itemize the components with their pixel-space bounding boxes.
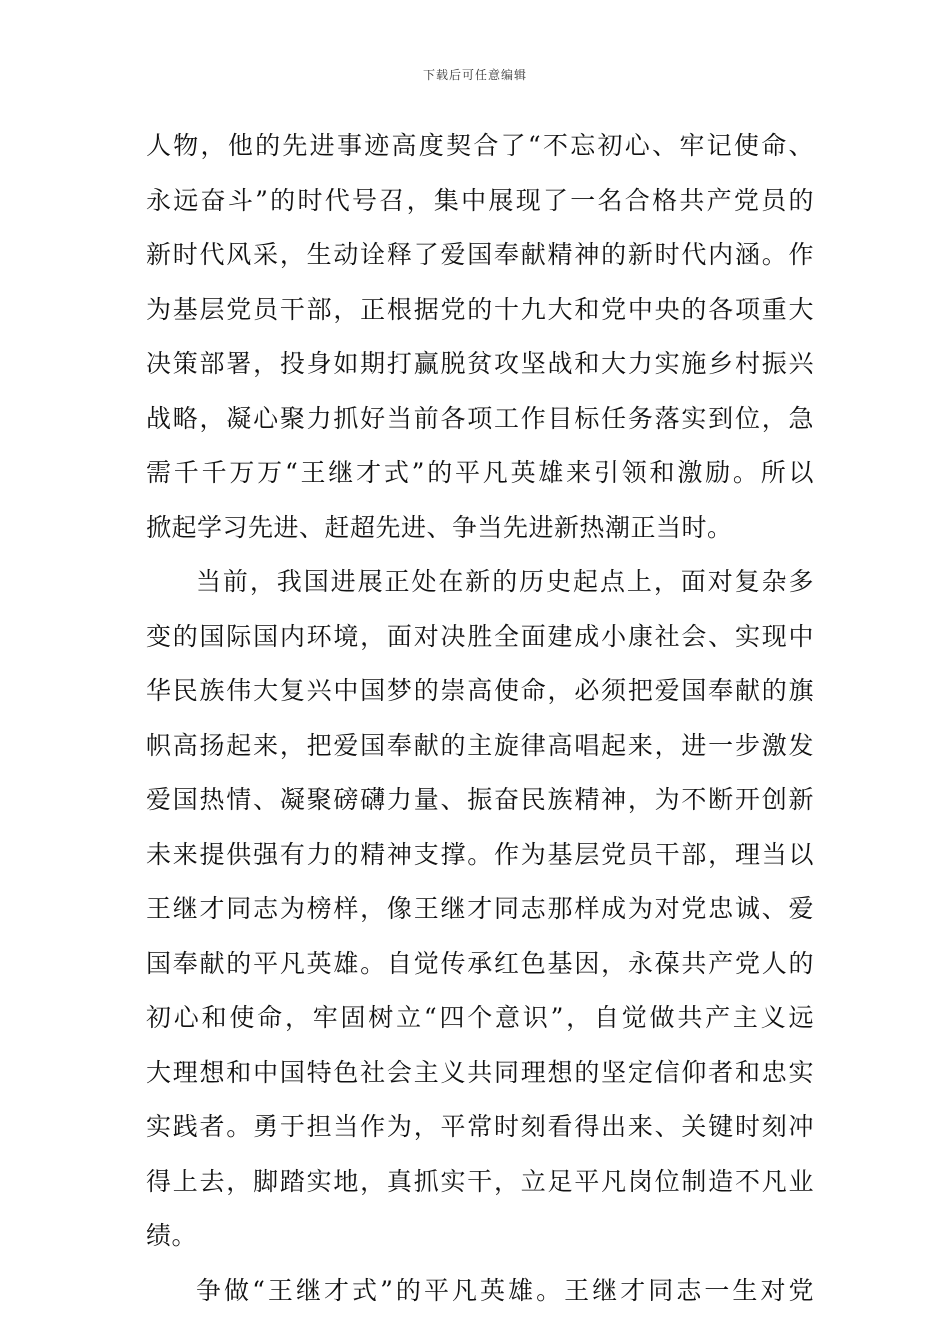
text-line: 王继才同志为榜样，像王继才同志那样成为对党忠诚、爱 — [146, 894, 814, 923]
text-line: 华民族伟大复兴中国梦的崇高使命，必须把爱国奉献的旗 — [146, 676, 814, 705]
text-line: 国奉献的平凡英雄。自觉传承红色基因，永葆共产党人的 — [146, 948, 814, 978]
text-line: 为基层党员干部，正根据党的十九大和党中央的各项重大 — [146, 294, 814, 324]
text-line: 爱国热情、凝聚磅礴力量、振奋民族精神，为不断开创新 — [146, 785, 814, 814]
text-line: 需千千万万“王继才式”的平凡英雄来引领和激励。所以 — [146, 458, 814, 487]
text-line: 得上去，脚踏实地，真抓实干，立足平凡岗位制造不凡业 — [146, 1166, 814, 1196]
text-line: 掀起学习先进、赶超先进、争当先进新热潮正当时。 — [146, 512, 733, 542]
text-line: 变的国际国内环境，面对决胜全面建成小康社会、实现中 — [146, 621, 814, 651]
text-line: 新时代风采，生动诠释了爱国奉献精神的新时代内涵。作 — [146, 240, 814, 269]
text-line: 战略，凝心聚力抓好当前各项工作目标任务落实到位，急 — [146, 403, 814, 433]
page-header: 下载后可任意编辑 — [422, 68, 527, 82]
text-line: 争做“王继才式”的平凡英雄。王继才同志一生对党 — [196, 1275, 814, 1305]
document-body — [146, 124, 814, 1323]
text-line: 实践者。勇于担当作为，平常时刻看得出来、关键时刻冲 — [146, 1112, 814, 1141]
text-line: 未来提供强有力的精神支撑。作为基层党员干部，理当以 — [146, 839, 814, 869]
text-line: 决策部署，投身如期打赢脱贫攻坚战和大力实施乡村振兴 — [146, 349, 814, 378]
text-line: 初心和使命，牢固树立“四个意识”，自觉做共产主义远 — [146, 1003, 814, 1032]
text-line: 绩。 — [146, 1221, 198, 1250]
text-line: 大理想和中国特色社会主义共同理想的坚定信仰者和忠实 — [146, 1057, 814, 1087]
text-line: 人物，他的先进事迹高度契合了“不忘初心、牢记使命、 — [146, 131, 814, 160]
text-line: 永远奋斗”的时代号召，集中展现了一名合格共产党员的 — [146, 185, 814, 215]
text-line: 当前，我国进展正处在新的历史起点上，面对复杂多 — [196, 567, 814, 596]
text-line: 帜高扬起来，把爱国奉献的主旋律高唱起来，进一步激发 — [146, 730, 814, 760]
